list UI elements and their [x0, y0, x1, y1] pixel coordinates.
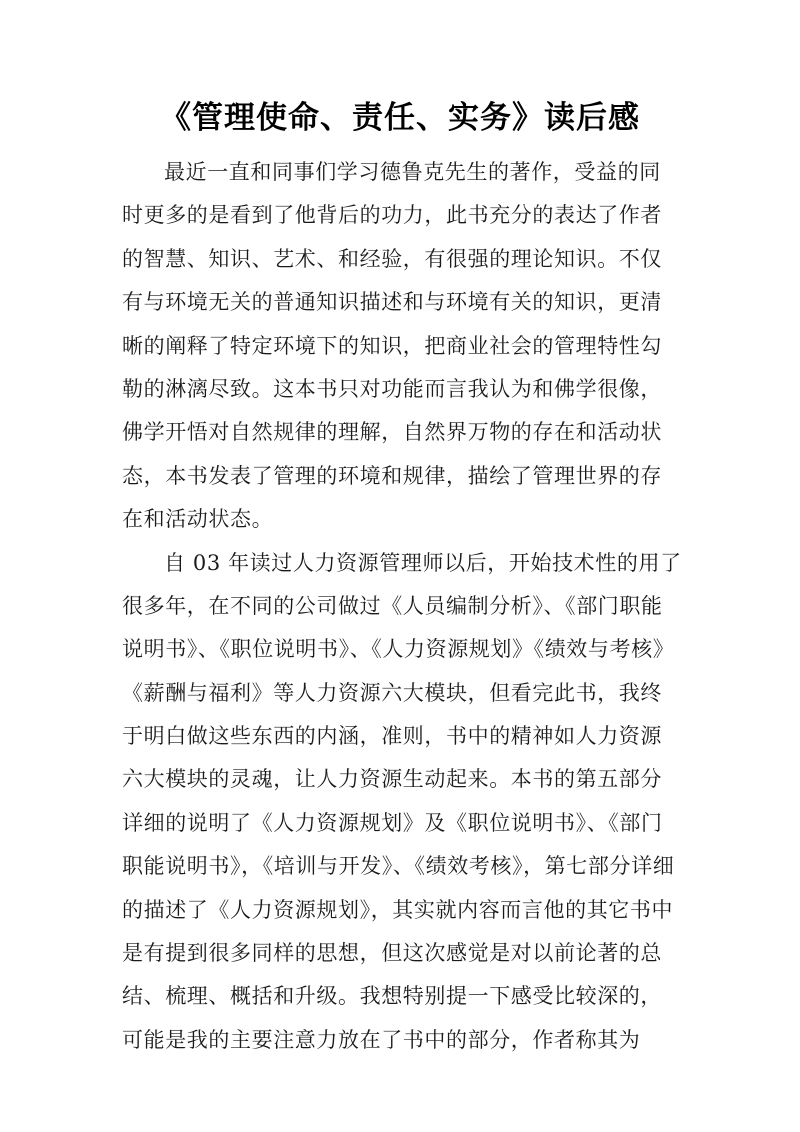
paragraph-line: 职能说明书》，《培训与开发》、《绩效考核》，第七部分详细	[122, 854, 675, 879]
paragraph-line: 结、梳理、概括和升级。我想特别提一下感受比较深的，	[122, 984, 662, 1009]
document-title: 《管理使命、责任、实务》读后感	[160, 100, 640, 136]
paragraph-line: 《薪酬与福利》等人力资源六大模块，但看完此书，我终	[122, 680, 662, 705]
paragraph-line: 于明白做这些东西的内涵，准则，书中的精神如人力资源	[122, 724, 662, 749]
paragraph-line: 佛学开悟对自然规律的理解，自然界万物的存在和活动状	[122, 420, 662, 445]
paragraph-line: 的智慧、知识、艺术、和经验，有很强的理论知识。不仅	[122, 246, 662, 271]
paragraph-line: 可能是我的主要注意力放在了书中的部分，作者称其为	[122, 1027, 641, 1052]
paragraph-line: 详细的说明了《人力资源规划》及《职位说明书》、《部门	[122, 810, 663, 835]
paragraph-line: 说明书》、《职位说明书》、《人力资源规划》《绩效与考核》	[122, 637, 675, 662]
paragraph-line: 时更多的是看到了他背后的功力，此书充分的表达了作者	[122, 203, 662, 228]
paragraph-line: 晰的阐释了特定环境下的知识，把商业社会的管理特性勾	[122, 333, 662, 358]
paragraph-1	[122, 151, 682, 542]
paragraph-line: 有与环境无关的普通知识描述和与环境有关的知识，更清	[122, 290, 662, 315]
paragraph-line: 勒的淋漓尽致。这本书只对功能而言我认为和佛学很像，	[122, 376, 662, 401]
paragraph-line: 态，本书发表了管理的环境和规律，描绘了管理世界的存	[122, 463, 662, 488]
paragraph-line: 自 03 年读过人力资源管理师以后，开始技术性的用了	[164, 550, 682, 575]
document-body	[122, 151, 682, 1062]
paragraph-line: 是有提到很多同样的思想，但这次感觉是对以前论著的总	[122, 941, 662, 966]
paragraph-line: 六大模块的灵魂，让人力资源生动起来。本书的第五部分	[122, 767, 662, 792]
paragraph-line: 很多年，在不同的公司做过《人员编制分析》、《部门职能	[122, 593, 663, 618]
paragraph-line: 在和活动状态。	[122, 507, 274, 532]
paragraph-line: 的描述了《人力资源规划》，其实就内容而言他的其它书中	[122, 897, 674, 922]
paragraph-line: 最近一直和同事们学习德鲁克先生的著作，受益的同	[164, 160, 661, 184]
paragraph-2	[122, 542, 682, 1063]
